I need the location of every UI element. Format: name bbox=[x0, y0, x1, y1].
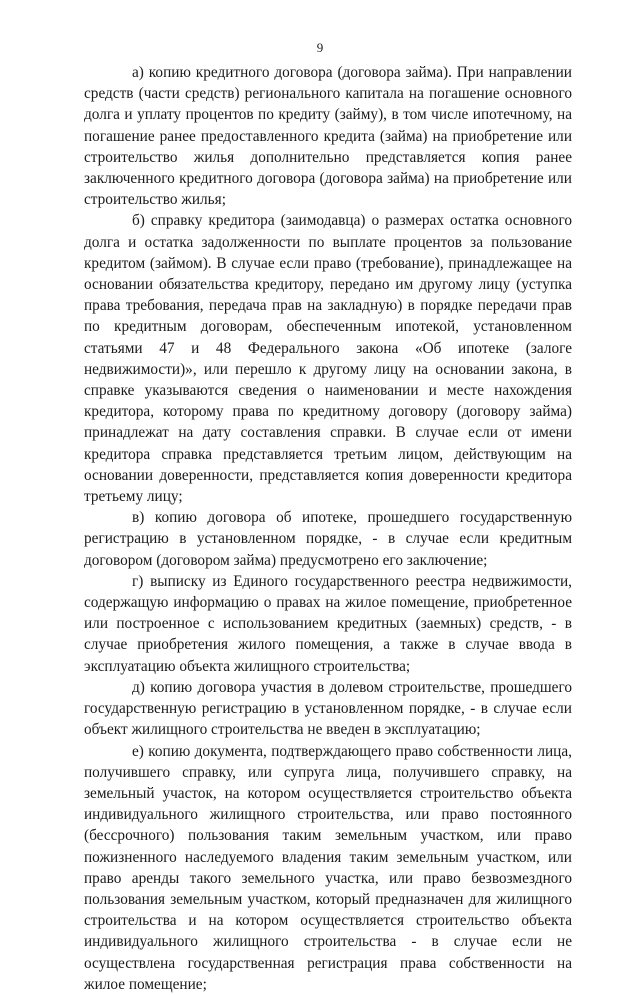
paragraph-g: г) выписку из Единого государственного реестра недвижимости, содержащую информацию о правах на жилое помещение, приобретенное или построенное с использованием кредитных (заемных) средств, - в случае приобретения жилого помещения, а также в случае ввода в эксплуатацию объекта жилищного строительства; bbox=[84, 572, 572, 675]
paragraph-b: б) справку кредитора (заимодавца) о размерах остатка основного долга и остатка задолженности по выплате процентов за пользование кредитом (займом). В случае если право (требование), принадлежащее на основании обязательства кредитору, передано им другому лицу (уступка права требования, передача прав на закладную) в порядке передачи прав по кредитным договорам, обеспеченным ипотекой, установленном статьями 47 и 48 Федерального закона «Об ипотеке (залоге недвижимости)», или перешло к другому лицу на основании закона, в справке указываются сведения о наименовании и месте нахождения кредитора, которому права по кредитному договору (договору займа) принадлежат на дату составления справки. В случае если от имени кредитора справка представляется третьим лицом, действующим на основании доверенности, представляется копия доверенности кредитора третьему лицу; bbox=[84, 212, 572, 506]
paragraph-a: а) копию кредитного договора (договора займа). При направлении средств (части средств) регионального капитала на погашение основного долга и уплату процентов по кредиту (займу), в том числе ипотечному, на погашение ранее предоставленного кредита (займа) на приобретение или строительство жилья дополнительно представляется копия ранее заключенного кредитного договора (договора займа) на приобретение или строительство жилья; bbox=[84, 64, 572, 209]
paragraph-v: в) копию договора об ипотеке, прошедшего государственную регистрацию в установленном порядке, - в случае если кредитным договором (договором займа) предусмотрено его заключение; bbox=[84, 509, 572, 569]
paragraph-d: д) копию договора участия в долевом строительстве, прошедшего государственную регистрацию в установленном порядке, - в случае если объект жилищного строительства не введен в эксплуатацию; bbox=[84, 678, 572, 739]
page-number: 9 bbox=[316, 40, 324, 55]
paragraph-e: е) копию документа, подтверждающего право собственности лица, получившего справку, или супруга лица, получившего справку, на земельный участок, на котором осуществляется строительство объекта индивидуального жилищного строительства, или право постоянного (бессрочного) пользования таким земельным участком, или право пожизненного наследуемого владения таким земельным участком, или право аренды такого земельного участка, или право безвозмездного пользования земельным участком, который предназначен для жилищного строительства и на котором осуществляется строительство объекта индивидуального жилищного строительства - в случае если не осуществлена государственная регистрация права собственности на жилое помещение; bbox=[84, 742, 572, 993]
document-body bbox=[84, 62, 572, 995]
